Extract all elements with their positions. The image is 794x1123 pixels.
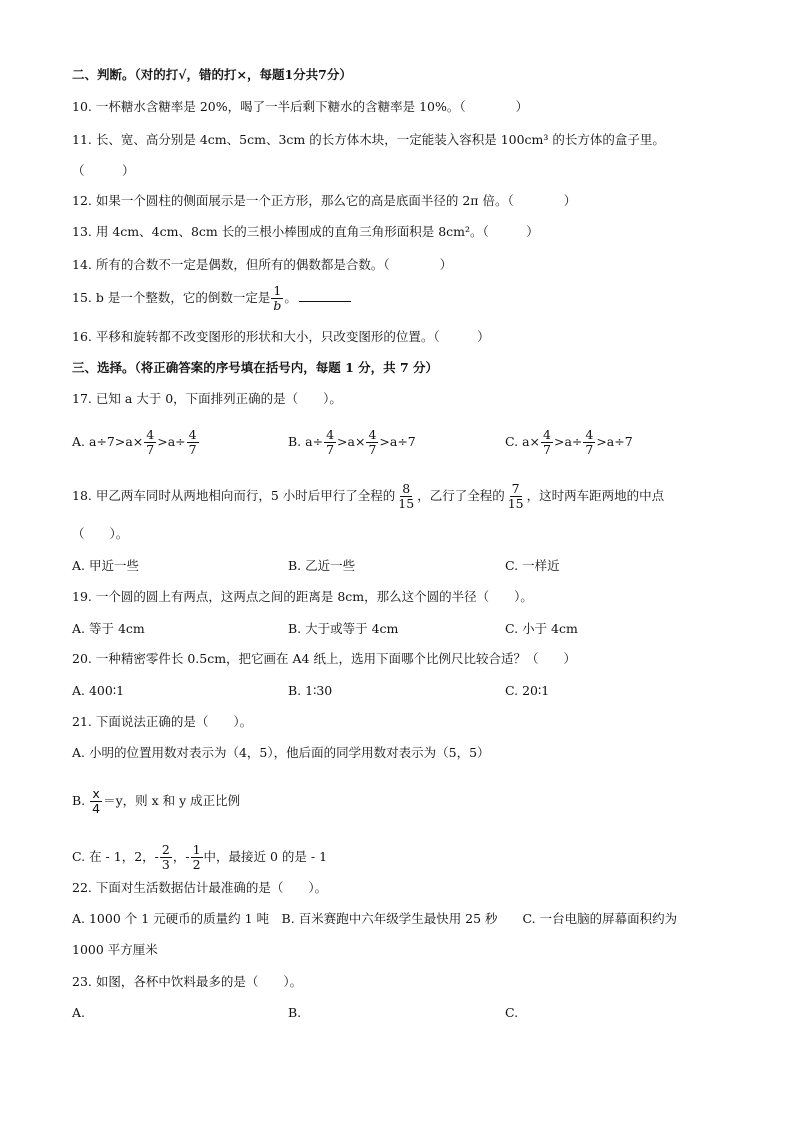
question-18-option-b: B. 乙近一些 bbox=[288, 558, 356, 573]
fraction-x-over-4 bbox=[90, 787, 102, 816]
fraction-denominator: 15 bbox=[398, 496, 415, 511]
option-text: >a÷ bbox=[157, 434, 186, 449]
question-18-option-c: C. 一样近 bbox=[505, 558, 560, 573]
question-15-text: 15. b 是一个整数，它的倒数一定是 bbox=[72, 290, 271, 305]
option-text: ，- bbox=[172, 849, 190, 864]
question-23-option-a: A. bbox=[72, 1005, 86, 1020]
fraction-denominator: 7 bbox=[368, 442, 377, 457]
fraction-denominator: 3 bbox=[161, 857, 170, 872]
question-20-option-a: A. 400∶1 bbox=[72, 683, 125, 698]
fraction-numerator: 4 bbox=[188, 427, 197, 442]
question-15 bbox=[72, 284, 351, 313]
option-text: a× bbox=[522, 434, 541, 449]
option-text: >a× bbox=[337, 434, 366, 449]
option-text: >a÷7 bbox=[596, 434, 633, 449]
fraction-denominator: 2 bbox=[192, 857, 201, 872]
question-19-stem: 19. 一个圆的圆上有两点，这两点之间的距离是 8cm，那么这个圆的半径（ ）。 bbox=[72, 589, 533, 604]
option-text: C. 在 - 1，2，- bbox=[72, 849, 159, 864]
option-letter: A. bbox=[72, 434, 86, 449]
option-letter: C. bbox=[505, 434, 519, 449]
option-letter: B. bbox=[72, 793, 86, 808]
option-text: >a÷ bbox=[553, 434, 583, 449]
option-text: a÷ bbox=[305, 434, 324, 449]
question-18-option-a: A. 甲近一些 bbox=[72, 558, 139, 573]
question-17-option-a bbox=[72, 428, 200, 457]
question-19-option-a: A. 等于 4cm bbox=[72, 621, 145, 636]
question-18-stem bbox=[72, 482, 664, 511]
section-2-header: 二、判断。（对的打√，错的打×，每题1分共7分） bbox=[72, 67, 352, 82]
fraction-denominator: 7 bbox=[585, 442, 594, 457]
option-letter: B. bbox=[288, 434, 302, 449]
fraction-numerator: 4 bbox=[585, 427, 594, 442]
fraction-numerator: 4 bbox=[543, 427, 551, 442]
fraction bbox=[396, 482, 416, 511]
question-20-stem: 20. 一种精密零件长 0.5cm，把它画在 A4 纸上，选用下面哪个比例尺比较合适？（ ） bbox=[72, 651, 576, 666]
fraction bbox=[324, 428, 336, 457]
fraction-numerator: 2 bbox=[161, 842, 170, 857]
fraction bbox=[144, 428, 156, 457]
section-3-header: 三、选择。（将正确答案的序号填在括号内，每题 1 分，共 7 分） bbox=[72, 360, 439, 375]
fraction-denominator: 7 bbox=[543, 442, 551, 457]
fraction-denominator: 7 bbox=[326, 442, 335, 457]
question-21-option-c bbox=[72, 843, 327, 872]
fraction bbox=[506, 482, 526, 511]
fraction-numerator: 8 bbox=[402, 481, 411, 496]
question-18-text: ，乙行了全程的 bbox=[417, 488, 505, 503]
question-11-line-1: 11. 长、宽、高分别是 4cm、5cm、3cm 的长方体木块，一定能装入容积是 100cm³ 的长方体的盒子里。 bbox=[72, 132, 665, 147]
fraction-1-over-b bbox=[271, 284, 283, 313]
fraction bbox=[187, 428, 199, 457]
question-22-line-2: 1000 平方厘米 bbox=[72, 942, 158, 957]
fraction-numerator: 4 bbox=[326, 427, 335, 442]
fraction-denominator: 15 bbox=[507, 496, 524, 511]
fraction bbox=[583, 428, 595, 457]
question-18-line-2: （ ）。 bbox=[72, 526, 129, 541]
question-14: 14. 所有的合数不一定是偶数，但所有的偶数都是合数。（ ） bbox=[72, 257, 453, 272]
option-text: >a÷7 bbox=[379, 434, 416, 449]
fraction-numerator: 4 bbox=[368, 427, 377, 442]
fraction-denominator: 4 bbox=[92, 801, 101, 816]
fraction-numerator: x bbox=[92, 786, 100, 801]
question-15-suffix: 。 bbox=[284, 290, 297, 305]
fraction-numerator: 4 bbox=[146, 427, 155, 442]
option-text: a÷7>a× bbox=[89, 434, 144, 449]
question-21-stem: 21. 下面说法正确的是（ ）。 bbox=[72, 714, 253, 729]
option-text: 中，最接近 0 的是 - 1 bbox=[203, 849, 328, 864]
fraction bbox=[191, 843, 203, 872]
question-13: 13. 用 4cm、4cm、8cm 长的三根小棒围成的直角三角形面积是 8cm²。（ ） bbox=[72, 224, 539, 239]
question-20-option-b: B. 1∶30 bbox=[288, 683, 333, 698]
fraction-numerator: 1 bbox=[273, 283, 282, 298]
answer-blank[interactable] bbox=[299, 301, 351, 302]
question-18-text: ，这时两车距两地的中点 bbox=[526, 488, 665, 503]
fraction-denominator: 7 bbox=[146, 442, 155, 457]
question-19-option-c: C. 小于 4cm bbox=[505, 621, 578, 636]
fraction bbox=[541, 428, 553, 457]
fraction-denominator: 7 bbox=[188, 442, 197, 457]
question-17-stem: 17. 已知 a 大于 0，下面排列正确的是（ ）。 bbox=[72, 391, 342, 406]
question-21-option-b bbox=[72, 787, 240, 816]
fraction bbox=[160, 843, 172, 872]
question-16: 16. 平移和旋转都不改变图形的形状和大小，只改变图形的位置。（ ） bbox=[72, 329, 490, 344]
fraction bbox=[366, 428, 378, 457]
option-text: ＝y，则 x 和 y 成正比例 bbox=[103, 793, 241, 808]
question-12: 12. 如果一个圆柱的侧面展示是一个正方形，那么它的高是底面半径的 2π 倍。（ ） bbox=[72, 193, 577, 208]
question-19-option-b: B. 大于或等于 4cm bbox=[288, 621, 399, 636]
question-22-stem: 22. 下面对生活数据估计最准确的是（ ）。 bbox=[72, 880, 328, 895]
question-17-option-c bbox=[505, 428, 633, 457]
question-20-option-c: C. 20∶1 bbox=[505, 683, 550, 698]
question-22-options: A. 1000 个 1 元硬币的质量约 1 吨 B. 百米赛跑中六年级学生最快用 25 秒 C. 一台电脑的屏幕面积约为 bbox=[72, 911, 678, 926]
question-18-text: 18. 甲乙两车同时从两地相向而行，5 小时后甲行了全程的 bbox=[72, 488, 396, 503]
question-11-line-2: （ ） bbox=[72, 163, 135, 178]
question-21-option-a: A. 小明的位置用数对表示为（4，5），他后面的同学用数对表示为（5，5） bbox=[72, 745, 490, 760]
question-10: 10. 一杯糖水含糖率是 20%，喝了一半后剩下糖水的含糖率是 10%。（ ） bbox=[72, 99, 529, 114]
fraction-numerator: 1 bbox=[192, 842, 201, 857]
question-23-stem: 23. 如图，各杯中饮料最多的是（ ）。 bbox=[72, 974, 303, 989]
fraction-numerator: 7 bbox=[511, 481, 520, 496]
question-23-option-b: B. bbox=[288, 1005, 302, 1020]
question-23-option-c: C. bbox=[505, 1005, 519, 1020]
question-17-option-b bbox=[288, 428, 416, 457]
fraction-denominator: b bbox=[273, 298, 282, 313]
